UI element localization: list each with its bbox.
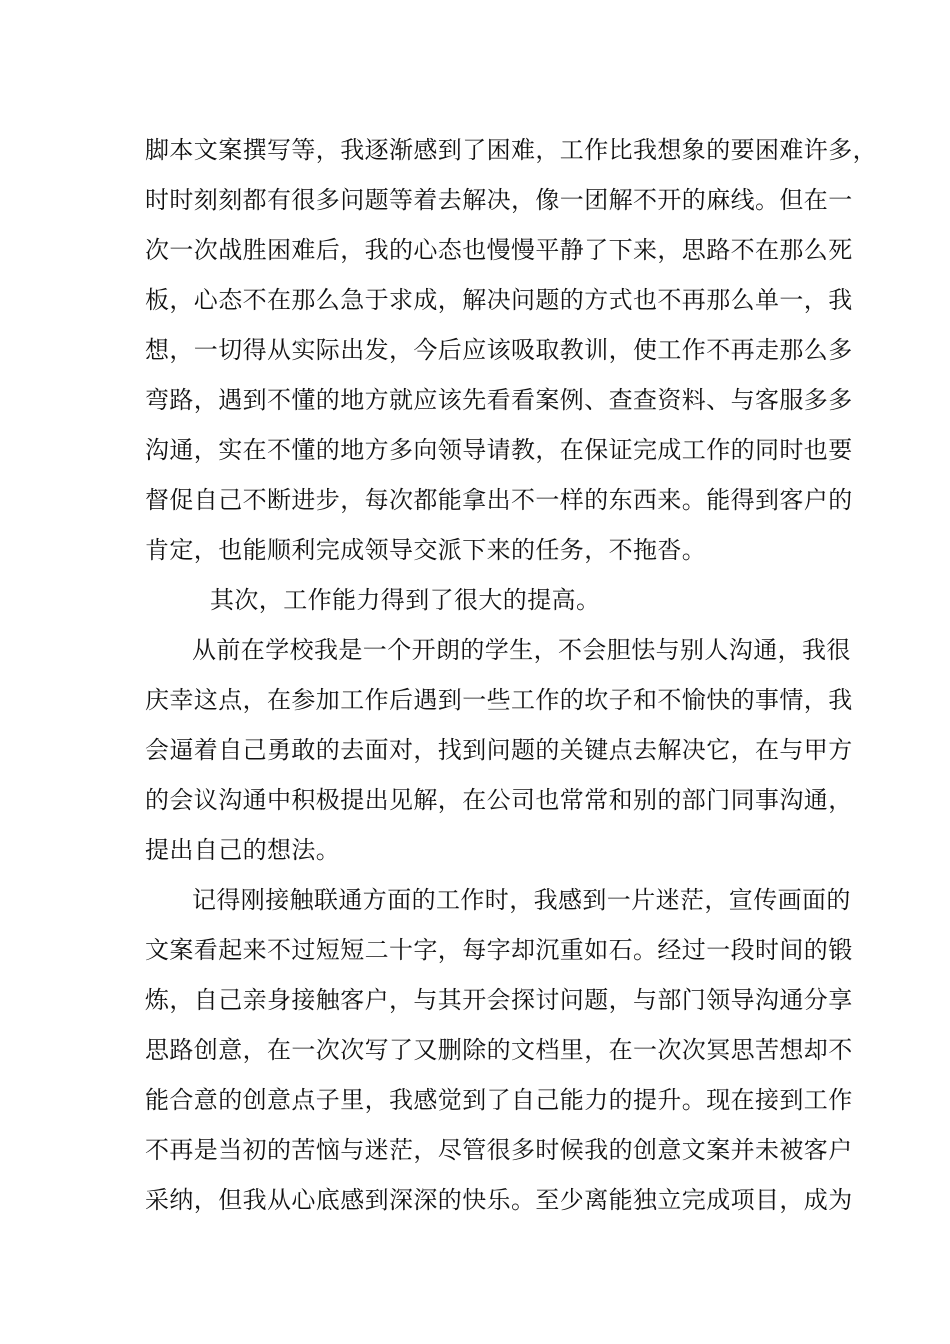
- text-line: 文案看起来不过短短二十字，每字却沉重如石。经过一段时间的锻: [145, 936, 853, 964]
- text-line: 沟通，实在不懂的地方多向领导请教，在保证完成工作的同时也要: [145, 436, 853, 464]
- text-line: 从前在学校我是一个开朗的学生，不会胆怯与别人沟通，我很: [192, 636, 851, 664]
- text-line: 板，心态不在那么急于求成，解决问题的方式也不再那么单一，我: [145, 286, 853, 314]
- text-line: 会逼着自己勇敢的去面对，找到问题的关键点去解决它，在与甲方: [145, 736, 853, 764]
- text-line: 炼，自己亲身接触客户，与其开会探讨问题，与部门领导沟通分享: [145, 986, 853, 1014]
- text-line: 时时刻刻都有很多问题等着去解决，像一团解不开的麻线。但在一: [145, 186, 853, 214]
- text-line: 的会议沟通中积极提出见解，在公司也常常和别的部门同事沟通，: [145, 786, 853, 814]
- text-line: 肯定，也能顺利完成领导交派下来的任务，不拖沓。: [145, 536, 707, 564]
- text-line: 次一次战胜困难后，我的心态也慢慢平静了下来，思路不在那么死: [145, 236, 853, 264]
- text-line: 记得刚接触联通方面的工作时，我感到一片迷茫，宣传画面的: [192, 886, 851, 914]
- section-heading: 其次，工作能力得到了很大的提高。: [210, 586, 601, 614]
- text-line: 督促自己不断进步，每次都能拿出不一样的东西来。能得到客户的: [145, 486, 853, 514]
- text-line: 脚本文案撰写等，我逐渐感到了困难，工作比我想象的要困难许多，: [145, 136, 877, 164]
- text-line: 采纳，但我从心底感到深深的快乐。至少离能独立完成项目，成为: [145, 1186, 853, 1214]
- text-line: 不再是当初的苦恼与迷茫，尽管很多时候我的创意文案并未被客户: [145, 1136, 853, 1164]
- text-line: 想，一切得从实际出发，今后应该吸取教训，使工作不再走那么多: [145, 336, 853, 364]
- text-line: 提出自己的想法。: [145, 836, 341, 864]
- text-line: 思路创意，在一次次写了又删除的文档里，在一次次冥思苦想却不: [145, 1036, 853, 1064]
- text-line: 能合意的创意点子里，我感觉到了自己能力的提升。现在接到工作: [145, 1086, 853, 1114]
- text-line: 庆幸这点，在参加工作后遇到一些工作的坎子和不愉快的事情，我: [145, 686, 853, 714]
- text-line: 弯路，遇到不懂的地方就应该先看看案例、查查资料、与客服多多: [145, 386, 853, 414]
